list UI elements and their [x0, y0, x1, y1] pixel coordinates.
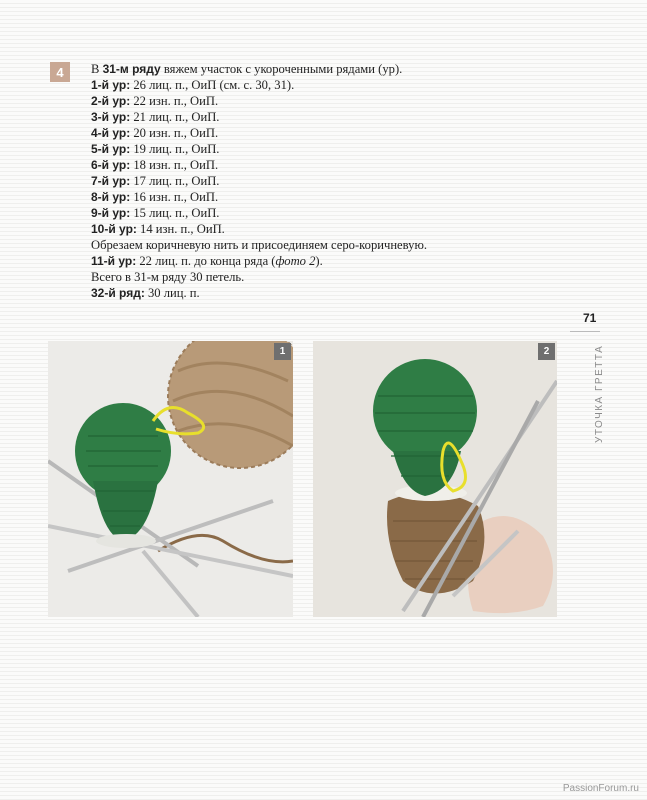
- page-number-divider: [570, 331, 600, 332]
- photo-1-number: 1: [274, 343, 291, 360]
- instruction-label: 4-й ур:: [91, 126, 131, 140]
- instruction-line: [91, 93, 531, 109]
- photo-2-illustration: [313, 341, 557, 617]
- instruction-text: 21 лиц. п., ОиП.: [130, 110, 220, 124]
- page-number: 71: [583, 311, 597, 325]
- instruction-label: 3-й ур:: [91, 110, 131, 124]
- instruction-line: [91, 205, 531, 221]
- instruction-label: 6-й ур:: [91, 158, 131, 172]
- instruction-line: [91, 109, 531, 125]
- instruction-label: 7-й ур:: [91, 174, 131, 188]
- instruction-label: 1-й ур:: [91, 78, 131, 92]
- instruction-label: 9-й ур:: [91, 206, 131, 220]
- photo-1-illustration: [48, 341, 293, 617]
- instruction-label: 2-й ур:: [91, 94, 131, 108]
- instruction-line: [91, 221, 531, 237]
- instructions-text: [91, 61, 531, 301]
- instruction-label: 10-й ур:: [91, 222, 137, 236]
- instruction-line: [91, 125, 531, 141]
- green-knitted-head: [373, 359, 477, 463]
- section-title-vertical: УТОЧКА ГРЕТТА: [594, 345, 605, 444]
- instruction-line: [91, 269, 531, 285]
- instruction-text: 20 изн. п., ОиП.: [130, 126, 219, 140]
- instruction-text: 18 изн. п., ОиП.: [130, 158, 219, 172]
- instruction-text: 15 лиц. п., ОиП.: [130, 206, 220, 220]
- instruction-text: В: [91, 62, 103, 76]
- photo-1: [48, 341, 293, 617]
- instruction-line: [91, 189, 531, 205]
- instruction-text: 22 лиц. п. до конца ряда (: [136, 254, 276, 268]
- instruction-text: Обрезаем коричневую нить и присоединяем серо-коричневую.: [91, 238, 428, 252]
- instruction-line: [91, 173, 531, 189]
- instruction-text: 17 лиц. п., ОиП.: [130, 174, 220, 188]
- instruction-label: 31-м ряду: [102, 62, 161, 76]
- instruction-line: [91, 285, 531, 301]
- instruction-label: 5-й ур:: [91, 142, 131, 156]
- instruction-text: 14 изн. п., ОиП.: [136, 222, 225, 236]
- instruction-text: фото 2: [275, 254, 316, 268]
- photo-2: [313, 341, 557, 617]
- instruction-text: ).: [315, 254, 323, 268]
- instruction-text: 16 изн. п., ОиП.: [130, 190, 219, 204]
- instruction-text: 30 лиц. п.: [144, 286, 200, 300]
- instruction-label: 11-й ур:: [91, 254, 137, 268]
- instruction-text: 22 изн. п., ОиП.: [130, 94, 219, 108]
- instruction-line: [91, 61, 531, 77]
- instruction-label: 32-й ряд:: [91, 286, 145, 300]
- instruction-text: 26 лиц. п., ОиП (см. с. 30, 31).: [130, 78, 295, 92]
- watermark: PassionForum.ru: [562, 783, 639, 794]
- instruction-line: [91, 141, 531, 157]
- instruction-line: [91, 157, 531, 173]
- instruction-line: [91, 253, 531, 269]
- step-number-badge: 4: [50, 62, 70, 82]
- instruction-line: [91, 77, 531, 93]
- instruction-text: 19 лиц. п., ОиП.: [130, 142, 220, 156]
- instruction-label: 8-й ур:: [91, 190, 131, 204]
- instruction-line: [91, 237, 531, 253]
- instruction-text: Всего в 31-м ряду 30 петель.: [91, 270, 245, 284]
- photo-2-number: 2: [538, 343, 555, 360]
- instruction-text: вяжем участок с укороченными рядами (ур).: [160, 62, 403, 76]
